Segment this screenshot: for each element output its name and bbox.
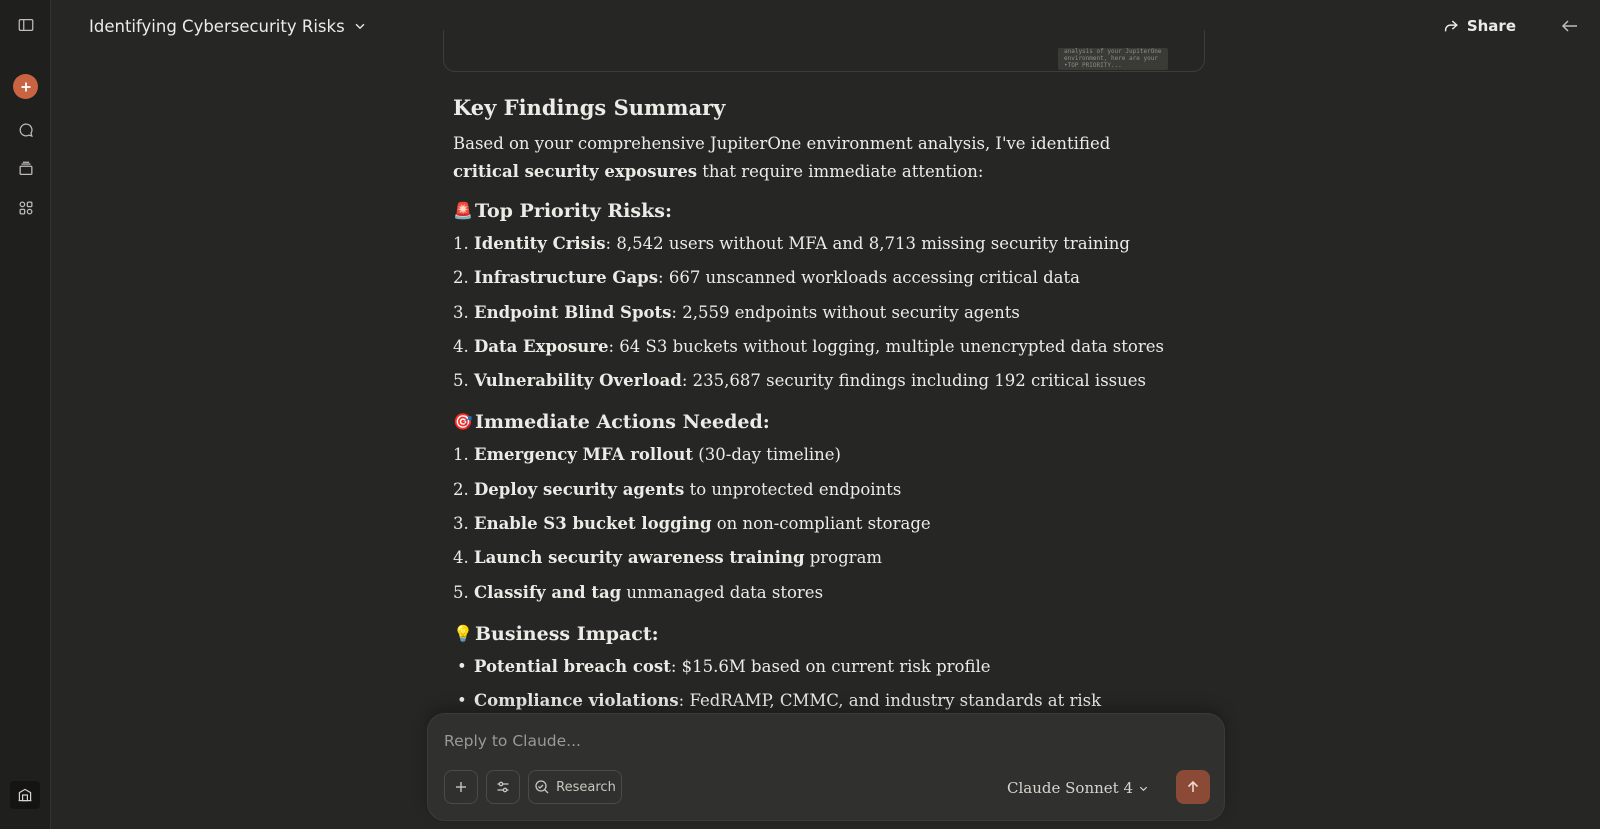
chevron-down-icon [1138, 783, 1149, 794]
list-item-bold: Classify and tag [474, 582, 622, 602]
conversation-title: Identifying Cybersecurity Risks [89, 16, 345, 36]
section-title: Top Priority Risks: [475, 200, 672, 222]
list-item-text: : 667 unscanned workloads accessing critical data [658, 268, 1080, 288]
artifact-thumbnail [1058, 48, 1168, 70]
lightbulb-icon: 💡 [453, 623, 473, 643]
add-attachment-button[interactable] [444, 770, 478, 804]
list-number: 1. [453, 445, 469, 465]
risks-list [453, 227, 1173, 398]
model-selector[interactable] [1007, 777, 1149, 799]
intro-text: Based on your comprehensive JupiterOne environment analysis, I've identified [453, 134, 1111, 153]
projects-icon[interactable] [12, 155, 40, 183]
list-number: 5. [453, 582, 469, 602]
chevron-down-icon [353, 19, 367, 33]
conversation-title-dropdown[interactable] [89, 12, 367, 40]
list-item [453, 541, 1173, 575]
share-label: Share [1466, 17, 1516, 35]
list-item-bold: Infrastructure Gaps [474, 268, 659, 288]
list-item [453, 261, 1173, 295]
target-icon: 🎯 [453, 412, 473, 432]
arrow-up-icon [1185, 779, 1201, 795]
list-item-text: : $15.6M based on current risk profile [670, 656, 991, 676]
list-number: 4. [453, 336, 469, 356]
list-item-text: unmanaged data stores [621, 582, 824, 602]
list-item-bold: Vulnerability Overload [474, 371, 682, 391]
list-number: 4. [453, 548, 469, 568]
list-item-bold: Compliance violations [474, 691, 679, 711]
list-item-text: : 2,559 endpoints without security agents [671, 302, 1020, 322]
list-bullet: • [457, 691, 467, 711]
list-item [453, 576, 1173, 610]
list-item-text: (30-day timeline) [693, 445, 841, 465]
list-item-bold: Deploy security agents [474, 479, 685, 499]
chats-icon[interactable] [12, 116, 40, 144]
reply-composer [427, 713, 1225, 821]
section-title: Business Impact: [475, 622, 659, 645]
list-item-bold: Enable S3 bucket logging [474, 514, 712, 534]
list-item-bold: Potential breach cost [474, 656, 671, 676]
list-number: 2. [453, 479, 469, 499]
list-number: 1. [453, 234, 469, 253]
intro-bold-text: critical security exposures [453, 161, 698, 181]
list-item-text: : 235,687 security findings including 192 critical issues [681, 371, 1147, 391]
workspace-home-icon[interactable] [10, 781, 40, 809]
list-item-text: on non-compliant storage [711, 514, 931, 534]
list-item [453, 438, 1173, 472]
list-item-bold: Endpoint Blind Spots [474, 302, 672, 322]
list-item-bold: Launch security awareness training [474, 548, 805, 568]
collapse-panel-button[interactable] [1558, 14, 1582, 38]
list-bullet: • [457, 656, 467, 676]
sidebar-toggle-icon[interactable] [12, 11, 40, 39]
list-number: 3. [453, 514, 469, 534]
list-item [453, 227, 1173, 261]
section-title: Immediate Actions Needed: [475, 411, 770, 434]
section-heading-risks [453, 197, 1173, 225]
artifacts-icon[interactable] [12, 194, 40, 222]
section-heading-actions [453, 408, 1173, 436]
impact-list [453, 650, 1173, 719]
sliders-icon [495, 779, 511, 795]
plus-icon [453, 779, 469, 795]
list-item [453, 330, 1173, 364]
list-item-text: : 64 S3 buckets without logging, multiple unencrypted data stores [608, 336, 1164, 356]
model-name: Claude Sonnet 4 [1007, 779, 1133, 797]
artifact-card[interactable] [443, 30, 1205, 72]
list-number: 5. [453, 371, 469, 391]
intro-tail-text: that require immediate attention: [697, 161, 984, 181]
tools-settings-button[interactable] [486, 770, 520, 804]
list-item [453, 473, 1173, 507]
list-item-text: : 8,542 users without MFA and 8,713 missing security training [605, 234, 1130, 253]
list-item [453, 296, 1173, 330]
research-button[interactable] [528, 770, 622, 804]
artifact-preview-line: •TOP PRIORITY... [1064, 62, 1122, 69]
message-intro [453, 130, 1173, 185]
sidebar-rail [0, 0, 51, 829]
list-number: 3. [453, 302, 469, 322]
share-icon [1442, 17, 1460, 35]
assistant-message [453, 90, 1173, 729]
artifact-preview-line: analysis of your JupiterOne [1064, 48, 1162, 55]
send-button[interactable] [1176, 770, 1210, 804]
share-button[interactable] [1442, 12, 1516, 40]
list-item-bold: Data Exposure [474, 336, 609, 356]
list-item [453, 650, 1173, 684]
siren-icon: 🚨 [453, 201, 473, 220]
artifact-preview-line: environment, here are your [1064, 55, 1158, 62]
arrow-left-icon [1558, 14, 1582, 38]
research-label: Research [556, 779, 616, 795]
list-number: 2. [453, 268, 469, 288]
research-icon [534, 779, 550, 795]
list-item [453, 507, 1173, 541]
list-item-text: to unprotected endpoints [684, 479, 902, 499]
reply-input[interactable] [444, 728, 1144, 754]
actions-list [453, 438, 1173, 609]
list-item [453, 364, 1173, 398]
new-chat-button[interactable] [13, 74, 38, 99]
list-item-bold: Identity Crisis [474, 234, 606, 253]
message-heading: Key Findings Summary [453, 95, 726, 120]
list-item-bold: Emergency MFA rollout [474, 445, 694, 465]
list-item-text: : FedRAMP, CMMC, and industry standards at risk [678, 691, 1102, 711]
list-item-text: program [804, 548, 883, 568]
section-heading-impact [453, 620, 1173, 648]
